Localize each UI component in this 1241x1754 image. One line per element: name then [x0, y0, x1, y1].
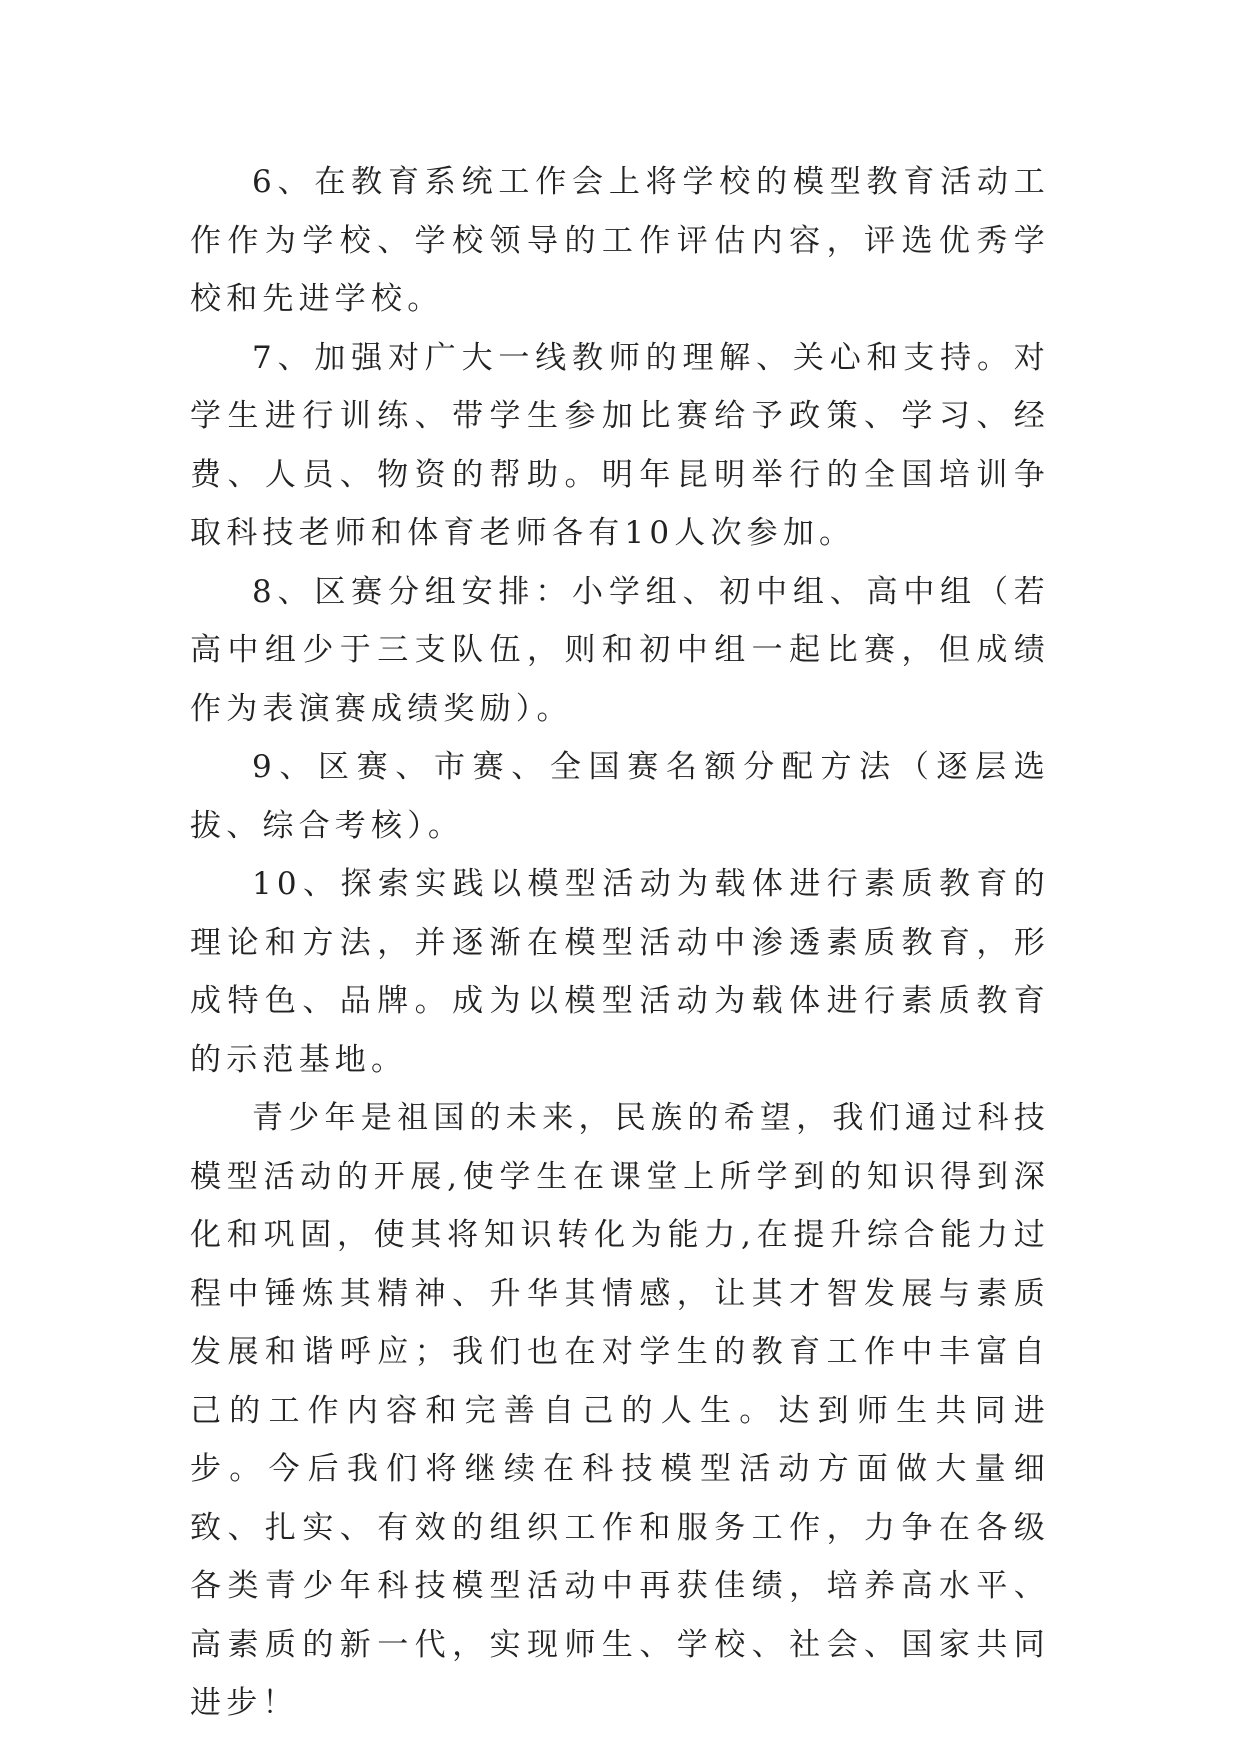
paragraph-item-9: 9、区赛、市赛、全国赛名额分配方法（逐层选拔、综合考核）。 — [190, 749, 1050, 844]
document-body — [190, 153, 1050, 1733]
paragraph-item-10: 10、探索实践以模型活动为载体进行素质教育的理论和方法，并逐渐在模型活动中渗透素质教育，形成特色、品牌。成为以模型活动为载体进行素质教育的示范基地。 — [190, 866, 1050, 1078]
paragraph-conclusion: 青少年是祖国的未来，民族的希望，我们通过科技模型活动的开展,使学生在课堂上所学到的知识得到深化和巩固，使其将知识转化为能力,在提升综合能力过程中锤炼其精神、升华其情感，让其才智发展与素质发展和谐呼应；我们也在对学生的教育工作中丰富自己的工作内容和完善自己的人生。达到师生共同进步。今后我们将继续在科技模型活动方面做大量细致、扎实、有效的组织工作和服务工作，力争在各级各类青少年科技模型活动中再获佳绩，培养高水平、高素质的新一代，实现师生、学校、社会、国家共同进步！ — [190, 1100, 1050, 1721]
paragraph-item-6: 6、在教育系统工作会上将学校的模型教育活动工作作为学校、学校领导的工作评估内容，评选优秀学校和先进学校。 — [190, 164, 1050, 317]
paragraph-item-7: 7、加强对广大一线教师的理解、关心和支持。对学生进行训练、带学生参加比赛给予政策、学习、经费、人员、物资的帮助。明年昆明举行的全国培训争取科技老师和体育老师各有10人次参加。 — [190, 339, 1050, 551]
paragraph-item-8: 8、区赛分组安排：小学组、初中组、高中组（若高中组少于三支队伍，则和初中组一起比赛，但成绩作为表演赛成绩奖励）。 — [190, 573, 1050, 727]
